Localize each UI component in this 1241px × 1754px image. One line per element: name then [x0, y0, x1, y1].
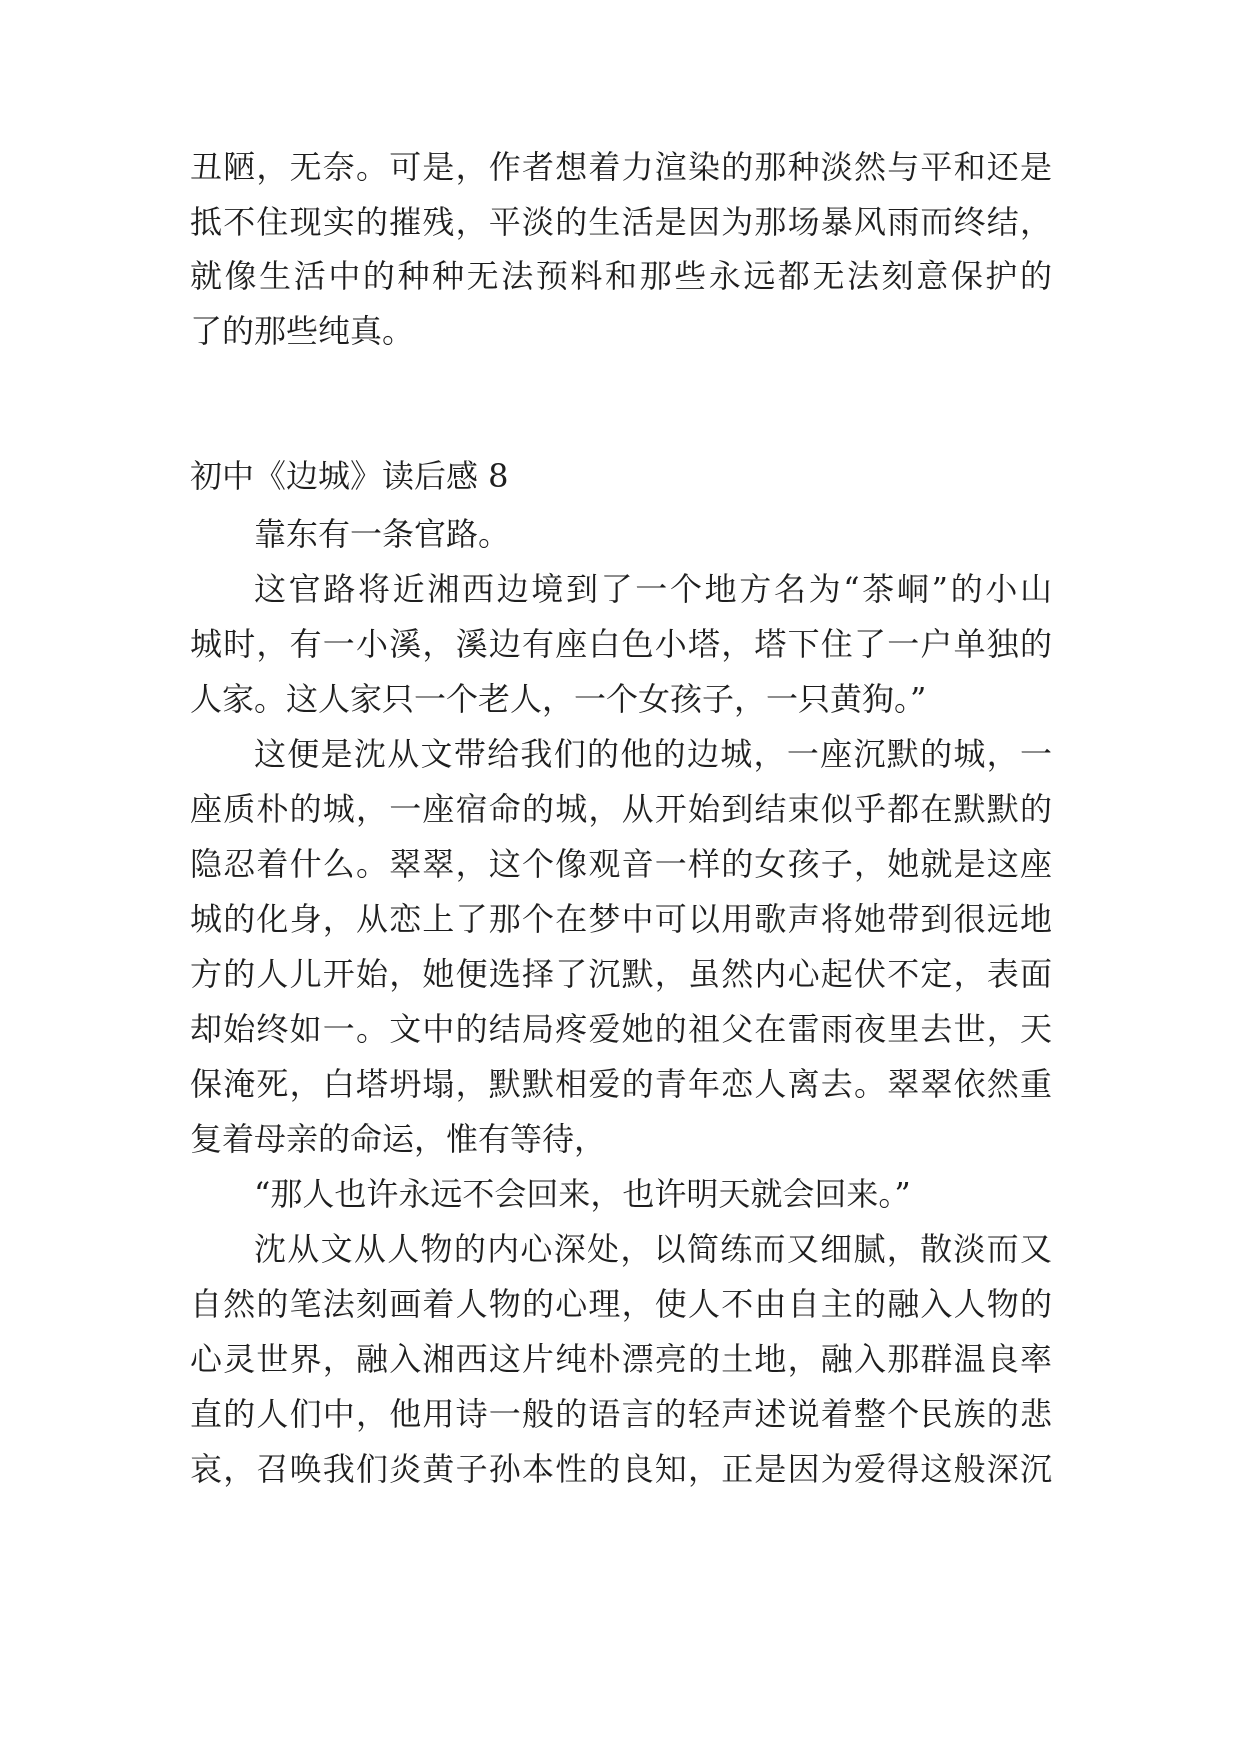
- section-heading: 初中《边城》读后感 8: [190, 457, 509, 495]
- paragraph-line: 隐忍着什么。翠翠，这个像观音一样的女孩子，她就是这座: [190, 845, 1052, 883]
- paragraph-line: 人家。这人家只一个老人，一个女孩子，一只黄狗。”: [190, 680, 927, 718]
- quote-line: “那人也许永远不会回来，也许明天就会回来。”: [254, 1175, 911, 1213]
- paragraph-line: 复着母亲的命运，惟有等待，: [190, 1120, 607, 1158]
- paragraph-line: 哀，召唤我们炎黄子孙本性的良知，正是因为爱得这般深沉: [190, 1450, 1052, 1488]
- paragraph-line: 这官路将近湘西边境到了一个地方名为“茶峒”的小山: [254, 570, 1052, 608]
- paragraph-line: 抵不住现实的摧残，平淡的生活是因为那场暴风雨而终结，: [190, 203, 1052, 241]
- paragraph-line: 这便是沈从文带给我们的他的边城，一座沉默的城，一: [254, 735, 1052, 773]
- paragraph-line: 城的化身，从恋上了那个在梦中可以用歌声将她带到很远地: [190, 900, 1052, 938]
- paragraph-line: 座质朴的城，一座宿命的城，从开始到结束似乎都在默默的: [190, 790, 1052, 828]
- paragraph-line: 城时，有一小溪，溪边有座白色小塔，塔下住了一户单独的: [190, 625, 1052, 663]
- paragraph-line: 自然的笔法刻画着人物的心理，使人不由自主的融入人物的: [190, 1285, 1052, 1323]
- paragraph-line: 方的人儿开始，她便选择了沉默，虽然内心起伏不定，表面: [190, 955, 1052, 993]
- paragraph-line: 就像生活中的种种无法预料和那些永远都无法刻意保护的: [190, 257, 1052, 295]
- paragraph-line: 丑陋，无奈。可是，作者想着力渲染的那种淡然与平和还是: [190, 148, 1052, 186]
- paragraph-line: 沈从文从人物的内心深处，以简练而又细腻，散淡而又: [254, 1230, 1052, 1268]
- paragraph-line: 却始终如一。文中的结局疼爱她的祖父在雷雨夜里去世，天: [190, 1010, 1052, 1048]
- paragraph-line: 靠东有一条官路。: [254, 515, 511, 553]
- paragraph-line: 保淹死，白塔坍塌，默默相爱的青年恋人离去。翠翠依然重: [190, 1065, 1052, 1103]
- paragraph-line: 了的那些纯真。: [190, 312, 415, 350]
- paragraph-line: 心灵世界，融入湘西这片纯朴漂亮的土地，融入那群温良率: [190, 1340, 1052, 1378]
- paragraph-line: 直的人们中，他用诗一般的语言的轻声述说着整个民族的悲: [190, 1395, 1052, 1433]
